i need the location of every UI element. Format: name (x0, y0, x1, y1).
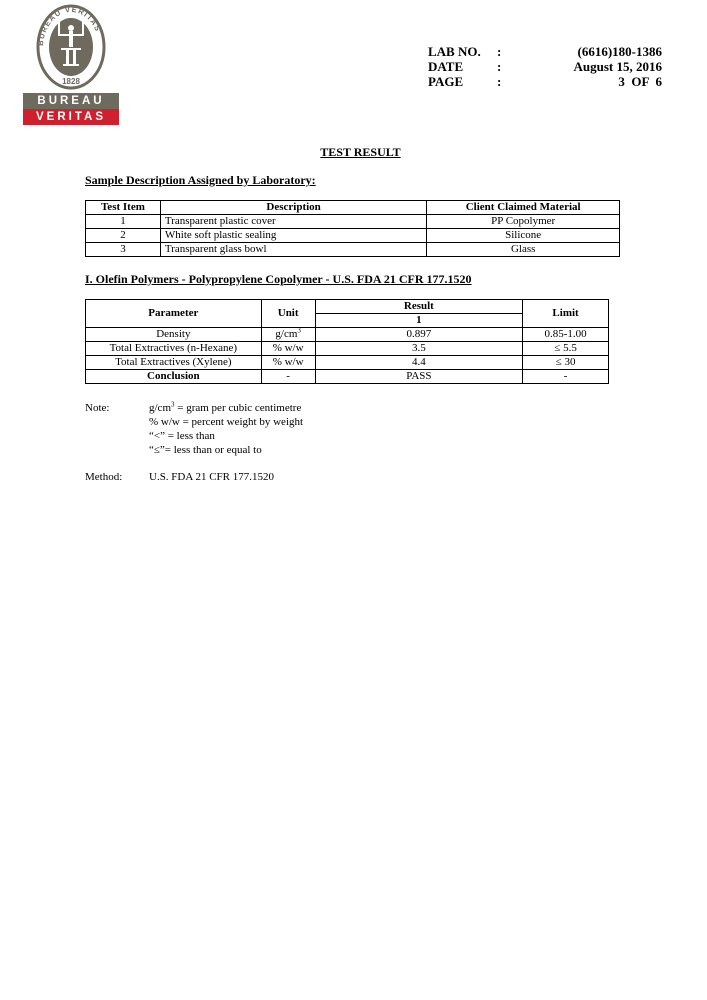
table-row (86, 356, 609, 370)
col-description: Description (160, 201, 426, 215)
col-parameter: Parameter (86, 300, 262, 328)
lab-no-separator: : (497, 44, 502, 59)
parameter-cell: Total Extractives (n-Hexane) (86, 342, 262, 356)
col-limit: Limit (523, 300, 609, 328)
olefin-results-table (85, 299, 609, 384)
table-row (86, 215, 620, 229)
result-cell: 4.4 (315, 356, 523, 370)
sample-section-heading: Sample Description Assigned by Laboratory: (85, 173, 316, 187)
date-label: DATE (428, 59, 464, 74)
bureau-veritas-logo (23, 4, 119, 124)
note-line-4: “≤”= less than or equal to (149, 444, 262, 456)
unit-cell: % w/w (261, 342, 315, 356)
col-test-item: Test Item (86, 201, 161, 215)
unit-cell: - (261, 370, 315, 384)
logo-band-bureau: BUREAU (23, 93, 119, 109)
limit-cell: 0.85-1.00 (523, 328, 609, 342)
table-row-conclusion (86, 370, 609, 384)
date-value: August 15, 2016 (573, 59, 662, 74)
material-cell: PP Copolymer (427, 215, 620, 229)
table-row (86, 328, 609, 342)
sample-table (85, 200, 620, 257)
conclusion-result-cell: PASS (315, 370, 523, 384)
page-label: PAGE (428, 74, 464, 89)
method-value: U.S. FDA 21 CFR 177.1520 (149, 471, 275, 483)
col-result-sample-1: 1 (315, 314, 523, 328)
col-unit: Unit (261, 300, 315, 328)
table-row (86, 243, 620, 257)
material-cell: Glass (427, 243, 620, 257)
method-label: Method: (85, 471, 123, 483)
description-cell: Transparent plastic cover (160, 215, 426, 229)
limit-cell: ≤ 5.5 (523, 342, 609, 356)
logo-emblem-icon (23, 4, 119, 92)
parameter-cell: Density (86, 328, 262, 342)
unit-cell: % w/w (261, 356, 315, 370)
test-item-cell: 2 (86, 229, 161, 243)
limit-cell: ≤ 30 (523, 356, 609, 370)
material-cell: Silicone (427, 229, 620, 243)
table-row (86, 229, 620, 243)
parameter-cell: Total Extractives (Xylene) (86, 356, 262, 370)
test-item-cell: 1 (86, 215, 161, 229)
logo-ring-text: BUREAU VERITAS (35, 4, 103, 47)
page-value: 3 OF 6 (618, 74, 662, 89)
note-label: Note: (85, 402, 110, 414)
note-line-2: % w/w = percent weight by weight (149, 416, 304, 428)
col-result: Result (315, 300, 523, 314)
result-cell: 0.897 (315, 328, 523, 342)
test-item-cell: 3 (86, 243, 161, 257)
description-cell: Transparent glass bowl (160, 243, 426, 257)
note-line-1: $g/cm^3$ = gram per cubic centimetre (149, 400, 302, 414)
result-cell: 3.5 (315, 342, 523, 356)
table-row (86, 342, 609, 356)
page-title: TEST RESULT (320, 145, 401, 159)
unit-cell: $g/cm^3$ (261, 328, 315, 342)
sample-table-header (86, 201, 620, 215)
lab-no-value: (6616)180-1386 (577, 44, 662, 59)
page-separator: : (497, 74, 502, 89)
limit-cell: - (523, 370, 609, 384)
conclusion-label-cell: Conclusion (86, 370, 262, 384)
note-line-3: “<” = less than (149, 430, 215, 442)
col-client-material: Client Claimed Material (427, 201, 620, 215)
logo-year: 1828 (62, 77, 80, 86)
olefin-table-header (86, 300, 609, 314)
lab-no-label: LAB NO. (428, 44, 481, 59)
date-separator: : (497, 59, 502, 74)
olefin-section-heading: I. Olefin Polymers - Polypropylene Copolymer - U.S. FDA 21 CFR 177.1520 (85, 272, 472, 286)
logo-band-veritas: VERITAS (23, 109, 119, 125)
description-cell: White soft plastic sealing (160, 229, 426, 243)
